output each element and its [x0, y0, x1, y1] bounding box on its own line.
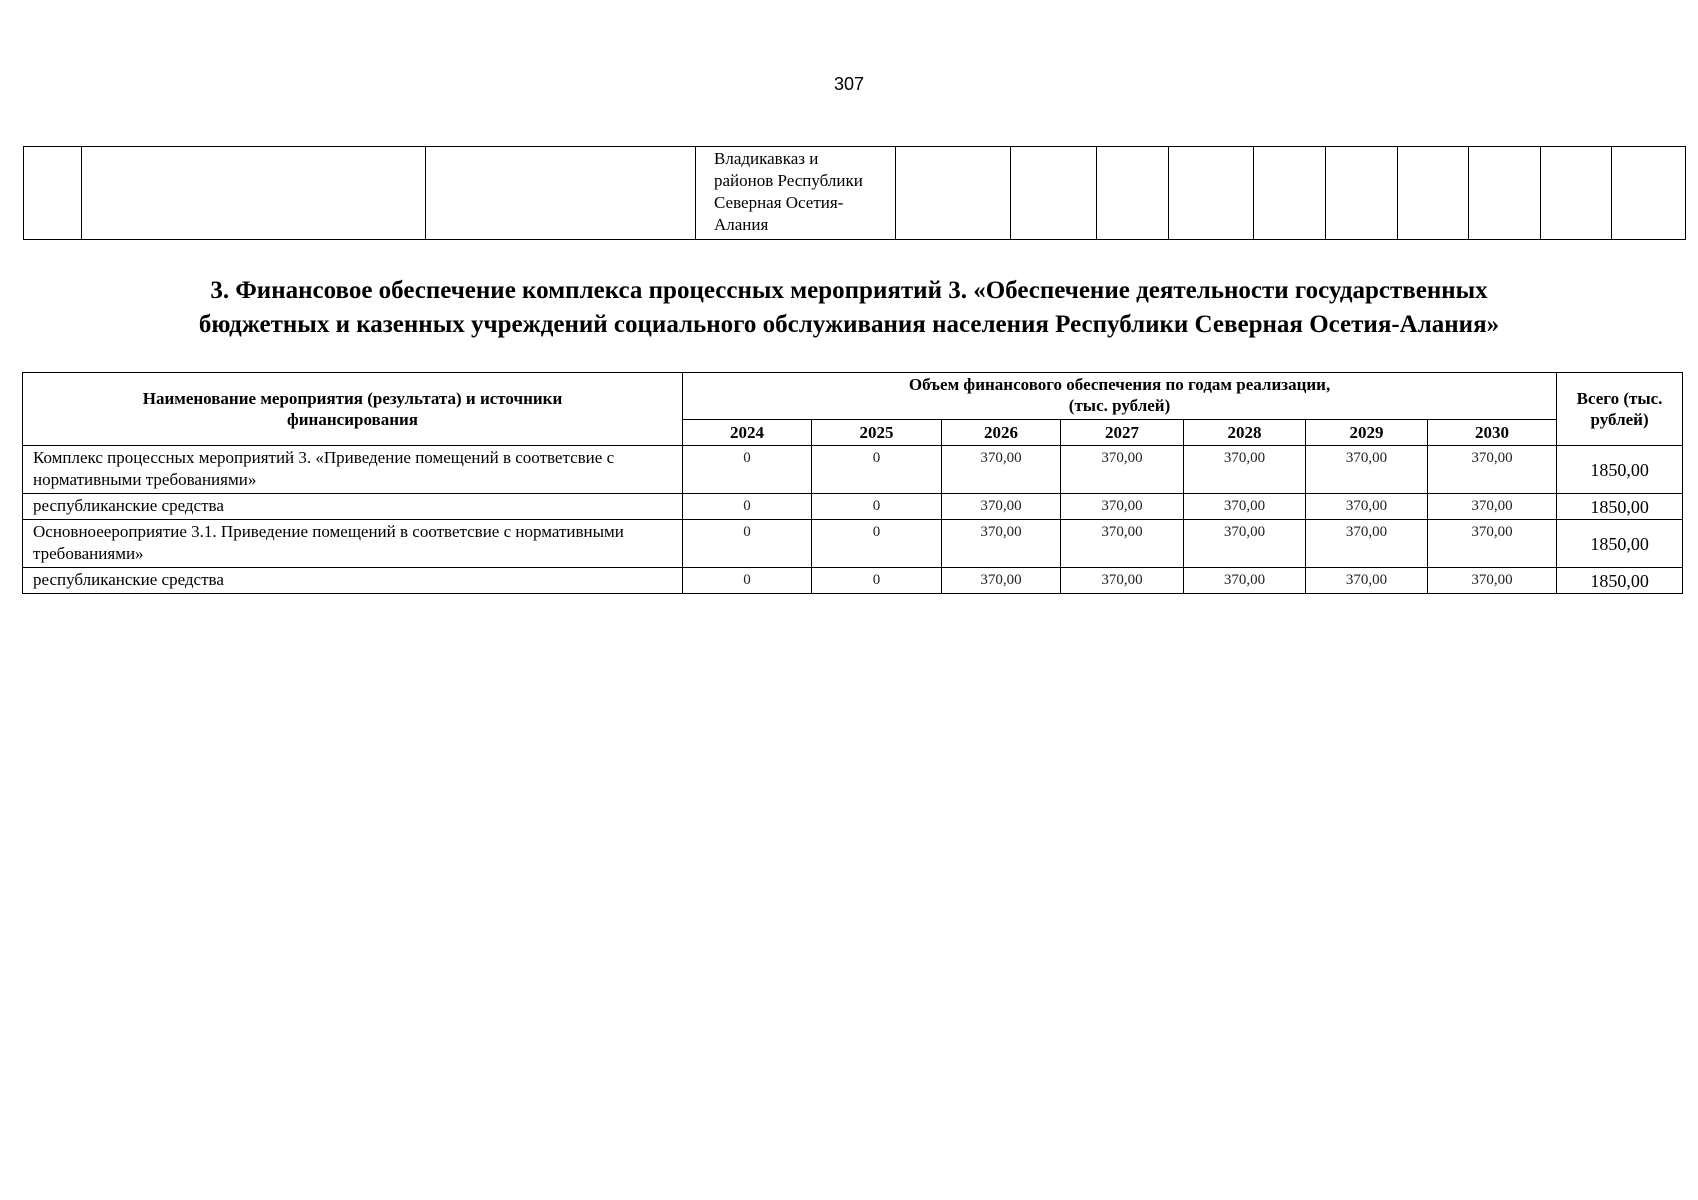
- row-total: 1850,00: [1557, 520, 1683, 568]
- name-column-header: Наименование мероприятия (результата) и источники финансирования: [23, 373, 683, 446]
- table-row: [23, 568, 1683, 594]
- table-cell: [1254, 147, 1326, 240]
- row-value: 0: [812, 446, 942, 494]
- row-name: Комплекс процессных мероприятий 3. «Приведение помещений в соответсвие с нормативными требованиями»: [23, 446, 683, 494]
- row-total: 1850,00: [1557, 494, 1683, 520]
- table-cell: [1326, 147, 1398, 240]
- year-header: 2029: [1306, 420, 1428, 446]
- continuation-table: [23, 146, 1686, 240]
- row-name: республиканские средства: [23, 494, 683, 520]
- row-value: 370,00: [1061, 446, 1184, 494]
- row-value: 370,00: [1428, 446, 1557, 494]
- table-cell: [896, 147, 1011, 240]
- row-value: 370,00: [1061, 520, 1184, 568]
- row-value: 370,00: [942, 494, 1061, 520]
- header-row: [23, 373, 1683, 420]
- section-title: [60, 274, 1638, 342]
- row-value: 370,00: [942, 568, 1061, 594]
- table-cell: [1011, 147, 1097, 240]
- row-value: 370,00: [942, 446, 1061, 494]
- row-value: 370,00: [1184, 446, 1306, 494]
- row-total: 1850,00: [1557, 568, 1683, 594]
- table-cell: [1612, 147, 1686, 240]
- page-number: 307: [833, 74, 865, 94]
- text-line: районов Республики: [714, 171, 863, 190]
- table-cell: [82, 147, 426, 240]
- row-name: республиканские средства: [23, 568, 683, 594]
- year-header: 2025: [812, 420, 942, 446]
- section-title-line: 3. Финансовое обеспечение комплекса процессных мероприятий 3. «Обеспечение деятельности государственных: [210, 277, 1488, 304]
- table-row: [23, 520, 1683, 568]
- year-header: 2026: [942, 420, 1061, 446]
- row-value: 370,00: [1061, 494, 1184, 520]
- row-value: 370,00: [1306, 494, 1428, 520]
- row-value: 0: [683, 446, 812, 494]
- row-value: 370,00: [1306, 568, 1428, 594]
- volume-header: [683, 373, 1557, 420]
- section-title-line: бюджетных и казенных учреждений социального обслуживания населения Республики Северная Осетия-Алания»: [198, 311, 1500, 338]
- year-header: 2028: [1184, 420, 1306, 446]
- year-header: 2030: [1428, 420, 1557, 446]
- text-line: Алания: [714, 215, 769, 234]
- row-total: 1850,00: [1557, 446, 1683, 494]
- table-cell: [1097, 147, 1169, 240]
- row-value: 0: [812, 520, 942, 568]
- continuation-row: [24, 147, 1686, 240]
- year-header: 2027: [1061, 420, 1184, 446]
- row-value: 370,00: [1061, 568, 1184, 594]
- table-cell: [1469, 147, 1541, 240]
- continuation-text-cell: [696, 147, 896, 240]
- finance-table: [22, 372, 1683, 594]
- text-line: Владикавказ и: [714, 149, 819, 168]
- table-cell: [24, 147, 82, 240]
- text-line: Северная Осетия-: [714, 193, 844, 212]
- row-value: 370,00: [1306, 446, 1428, 494]
- volume-header-line: Объем финансового обеспечения по годам реализации,: [908, 375, 1331, 394]
- row-value: 0: [683, 568, 812, 594]
- volume-header-line: (тыс. рублей): [1068, 396, 1171, 415]
- table-cell: [1169, 147, 1254, 240]
- row-value: 0: [812, 494, 942, 520]
- row-value: 370,00: [1184, 520, 1306, 568]
- total-header: Всего (тыс. рублей): [1557, 373, 1683, 446]
- row-value: 0: [683, 520, 812, 568]
- table-row: [23, 494, 1683, 520]
- row-value: 370,00: [1428, 494, 1557, 520]
- year-header: 2024: [683, 420, 812, 446]
- table-row: [23, 446, 1683, 494]
- row-value: 370,00: [1184, 568, 1306, 594]
- row-value: 370,00: [1184, 494, 1306, 520]
- table-cell: [1398, 147, 1469, 240]
- row-value: 370,00: [1306, 520, 1428, 568]
- row-value: 370,00: [1428, 568, 1557, 594]
- row-value: 370,00: [942, 520, 1061, 568]
- row-value: 370,00: [1428, 520, 1557, 568]
- row-value: 0: [812, 568, 942, 594]
- row-value: 0: [683, 494, 812, 520]
- table-cell: [426, 147, 696, 240]
- row-name: Основноеероприятие 3.1. Приведение помещений в соответсвие с нормативными требованиями»: [23, 520, 683, 568]
- table-cell: [1541, 147, 1612, 240]
